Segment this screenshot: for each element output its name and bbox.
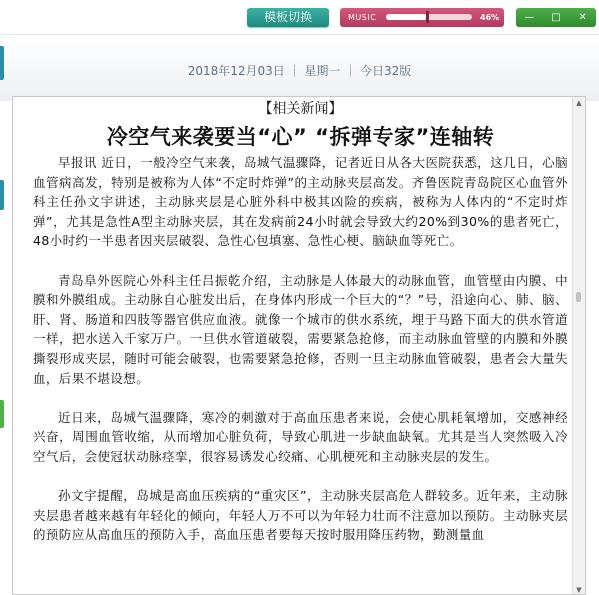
music-volume-fill <box>386 14 426 20</box>
article-title: 冷空气来袭要当“心” “拆弹专家”连轴转 <box>106 125 495 149</box>
article-paragraph: 青岛阜外医院心外科主任吕振乾介绍，主动脉是人体最大的动脉血管，血管壁由内膜、中膜和外膜组成。主动脉自心脏发出后，在身体内形成一个巨大的“？”号，沿途向心、肺、脑、肝、肾、肠道和四肢等器官供应血液。就像一个城市的供水系统，埋于马路下面大的供水管道一样，把水送入千家万户。一旦供水管道破裂，需要紧急抢修，而主动脉血管壁的内膜和外膜撕裂形成夹层，随时可能会破裂，也需要紧急抢修，否则一旦主动脉血管破裂，患者会大量失血，后果不堪设想。 <box>33 272 568 386</box>
article-paragraph: 孙文宇提醒，岛城是高血压疾病的“重灾区”，主动脉夹层高危人群较多。近年来，主动脉夹层患者越来越有年轻化的倾向，年轻人万不可以为年轻力壮而不注意加以预防。主动脉夹层的预防应从高血压的预防入手，高血压患者要每天按时服用降压药物，勤测量血 <box>33 488 568 543</box>
scroll-down-icon[interactable]: ▼ <box>576 586 582 594</box>
side-tab-marker[interactable] <box>0 46 4 80</box>
music-label: MUSIC <box>348 13 377 22</box>
scrollbar-thumb[interactable] <box>576 292 581 302</box>
music-control <box>340 8 504 27</box>
article-tag: 【相关新闻】 <box>258 101 343 117</box>
side-tab-marker[interactable] <box>0 180 4 210</box>
restore-icon[interactable]: □ <box>551 12 561 23</box>
music-volume-slider[interactable] <box>386 14 472 20</box>
template-switch-button[interactable]: 模板切换 <box>247 8 329 27</box>
article-panel <box>12 96 586 595</box>
date-bar <box>0 34 599 101</box>
issue-date: 2018年12月03日 ｜ 星期一 ｜ 今日32版 <box>187 64 412 78</box>
side-tab-marker[interactable] <box>0 400 4 428</box>
article-body <box>33 97 568 545</box>
scroll-up-icon[interactable]: ▲ <box>576 99 582 107</box>
minimize-icon[interactable]: — <box>524 12 535 23</box>
music-volume-value: 46% <box>480 13 500 22</box>
music-volume-handle[interactable] <box>426 11 429 23</box>
article-paragraph: 早报讯 近日，一般冷空气来袭，岛城气温骤降，记者近日从各大医院获悉，这几日，心脑血管病高发，特别是被称为人体“不定时炸弹”的主动脉夹层高发。齐鲁医院青岛院区心血管外科主任孙文宇讲述，主动脉夹层是心脏外科中极其凶险的疾病，被称为人体内的“不定时炸弹”，尤其是急性A型主动脉夹层，其在发病前24小时就会导致大约20%到30%的患者死亡，48小时约一半患者因夹层破裂、急性心包填塞、急性心梗、脑缺血等死亡。 <box>33 155 568 249</box>
article-paragraph: 近日来，岛城气温骤降，寒冷的刺激对于高血压患者来说，会使心肌耗氧增加，交感神经兴奋，周围血管收缩，从而增加心脏负荷，导致心肌进一步缺血缺氧。尤其是当人突然吸入冷空气后，会使冠状动脉痉挛，很容易诱发心绞痛、心肌梗死和主动脉夹层的发生。 <box>33 409 568 464</box>
close-icon[interactable]: ✕ <box>578 12 587 23</box>
vertical-scrollbar[interactable] <box>572 97 585 595</box>
window-controls <box>516 8 596 27</box>
top-toolbar <box>0 0 599 34</box>
